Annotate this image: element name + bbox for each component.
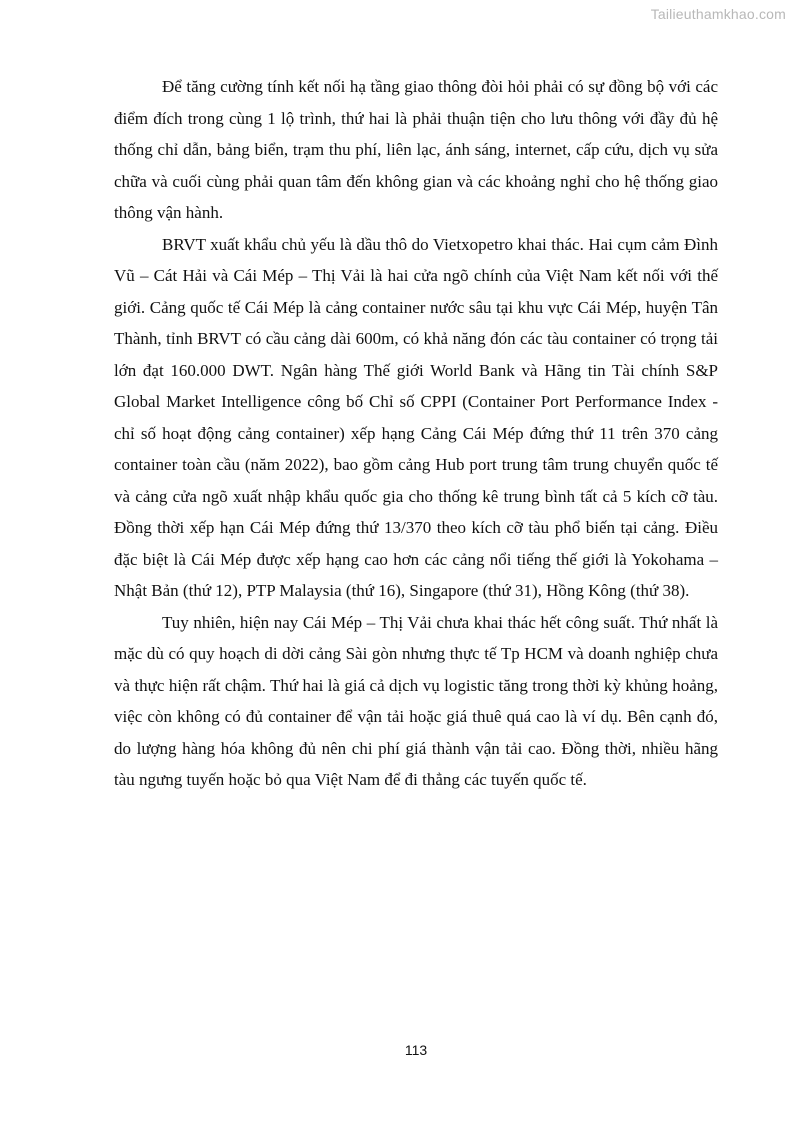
paragraph-infrastructure: Để tăng cường tính kết nối hạ tầng giao thông đòi hỏi phải có sự đồng bộ với các điểm đích trong cùng 1 lộ trình, thứ hai là phải thuận tiện cho lưu thông với đầy đủ hệ thống chỉ dẫn, bảng biển, trạm thu phí, liên lạc, ánh sáng, internet, cấp cứu, dịch vụ sửa chữa và cuối cùng phải quan tâm đến không gian và các khoảng nghỉ cho hệ thống giao thông vận hành. — [114, 77, 718, 222]
watermark: Tailieuthamkhao.com — [650, 6, 786, 22]
document-body — [114, 71, 718, 796]
page-number: 113 — [404, 1042, 428, 1058]
paragraph-cai-mep-port: BRVT xuất khẩu chủ yếu là dầu thô do Vietxopetro khai thác. Hai cụm cảm Đình Vũ – Cát Hải và Cái Mép – Thị Vải là hai cửa ngõ chính của Việt Nam kết nối với thế giới. Cảng quốc tế Cái Mép là cảng container nước sâu tại khu vực Cái Mép, huyện Tân Thành, tỉnh BRVT có cầu cảng dài 600m, có khả năng đón các tàu container có trọng tải lớn đạt 160.000 DWT. Ngân hàng Thế giới World Bank và Hãng tin Tài chính S&P Global Market Intelligence công bố Chỉ số CPPI (Container Port Performance Index - chỉ số hoạt động cảng container) xếp hạng Cảng Cái Mép đứng thứ 11 trên 370 cảng container toàn cầu (năm 2022), bao gồm cảng Hub port trung tâm trung chuyển quốc tế và cảng cửa ngõ xuất nhập khẩu quốc gia cho thống kê trung bình tất cả 5 kích cỡ tàu. Đồng thời xếp hạn Cái Mép đứng thứ 13/370 theo kích cỡ tàu phổ biến tại cảng. Điều đặc biệt là Cái Mép được xếp hạng cao hơn các cảng nổi tiếng thế giới là Yokohama – Nhật Bản (thứ 12), PTP Malaysia (thứ 16), Singapore (thứ 31), Hồng Kông (thứ 38). — [114, 234, 718, 600]
paragraph-capacity-issues: Tuy nhiên, hiện nay Cái Mép – Thị Vải chưa khai thác hết công suất. Thứ nhất là mặc dù có quy hoạch di dời cảng Sài gòn nhưng thực tế Tp HCM và doanh nghiệp chưa và thực hiện rất chậm. Thứ hai là giá cả dịch vụ logistic tăng trong thời kỳ khủng hoảng, việc còn không có đủ container để vận tải hoặc giá thuê quá cao là ví dụ. Bên cạnh đó, do lượng hàng hóa không đủ nên chi phí giá thành vận tải cao. Đồng thời, nhiều hãng tàu ngưng tuyến hoặc bỏ qua Việt Nam để đi thẳng các tuyến quốc tế. — [114, 612, 718, 789]
